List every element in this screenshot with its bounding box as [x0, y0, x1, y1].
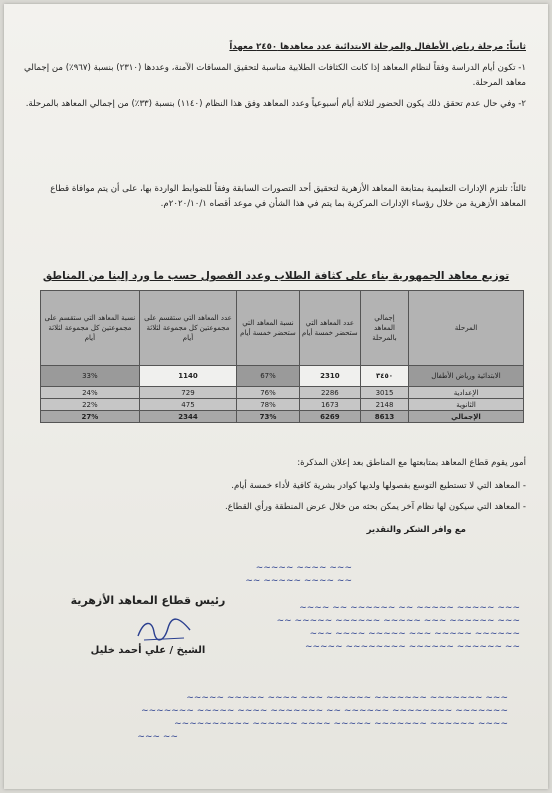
section2-paragraph-1: ١- تكون أيام الدراسة وفقاً لنظام المعاهد إذا كانت الكثافات الطلابية مناسبة لتحقيق المسافات الآمنة، وعددها (٢٣١٠) بنسبة (٩٦٧٪) من إجمالي معاهد المرحلة.	[24, 63, 526, 88]
table-row	[41, 366, 524, 387]
cell-five-days-pct: 67%	[237, 366, 300, 387]
cell-split-count: 2344	[139, 411, 236, 423]
cell-total: 2148	[360, 399, 408, 411]
section2-paragraph-2: ٢- وفي حال عدم تحقق ذلك يكون الحضور لثلاثة أيام أسبوعياً وعدد المعاهد وفق هذا النظام (١١٤٠) بنسبة (٣٣٪) من إجمالي المعاهد بالمرحلة.	[25, 99, 526, 109]
header-stage: المرحلة	[409, 291, 524, 366]
section3-paragraph: ثالثاً: تلتزم الإدارات التعليمية بمتابعة المعاهد الأزهرية لتحقيق أحد التصورات السابقة وفقاً للضوابط الواردة بها، على أن يتم موافاة قطاع المعاهد الأزهرية من خلال رؤساء الإدارات المركزية بما يتم في هذا الشأن في موعد أقصاه ٢٠٢٠/١٠/١م.	[50, 184, 526, 209]
section2-heading: ثانياً: مرحلة رياض الأطفال والمرحلة الابتدائية عدد معاهدها ٢٤٥٠ معهداً	[229, 42, 526, 52]
cell-stage: الإجمالي	[409, 411, 524, 423]
cell-five-days-count: 1673	[299, 399, 360, 411]
signature-title: رئيس قطاع المعاهد الأزهرية	[70, 594, 226, 607]
header-five-days-count: عدد المعاهد التي ستحضر خمسة أيام	[299, 291, 360, 366]
cell-five-days-count: 2286	[299, 387, 360, 399]
handwritten-header-note: ~~~ ~~~~ ~~~~~ ~~ ~~~~ ~~~~~ ~~	[245, 563, 352, 586]
handwritten-signature-icon	[134, 614, 194, 646]
document-page	[4, 4, 548, 789]
table-row	[41, 411, 524, 423]
closing-bullet-2: - المعاهد التي سيكون لها نظام آخر يمكن بحثه من خلال عرض المنطقة ورأي القطاع.	[225, 502, 526, 512]
header-split-count: عدد المعاهد التي ستقسم على مجموعتين كل مجموعة لثلاثة أيام	[139, 291, 236, 366]
section2-block	[24, 40, 526, 112]
cell-five-days-count: 2310	[299, 366, 360, 387]
cell-five-days-pct: 78%	[237, 399, 300, 411]
cell-split-count: 1140	[139, 366, 236, 387]
cell-five-days-count: 6269	[299, 411, 360, 423]
cell-five-days-pct: 73%	[237, 411, 300, 423]
cell-total: ٣٤٥٠	[360, 366, 408, 387]
cell-split-pct: 33%	[41, 366, 140, 387]
cell-total: 8613	[360, 411, 408, 423]
signature-name: الشيخ / علي أحمد خليل	[90, 645, 206, 656]
table-title: توزيع معاهد الجمهورية بناء على كثافة الطلاب وعدد الفصول حسب ما ورد إلينا من المناطق	[42, 270, 510, 282]
closing-bullet-1: - المعاهد التي لا تستطيع التوسع بفصولها ولديها كوادر بشرية كافية لأداء خمسة أيام.	[231, 481, 526, 491]
cell-total: 3015	[360, 387, 408, 399]
cell-split-pct: 24%	[41, 387, 140, 399]
cell-split-count: 729	[139, 387, 236, 399]
closing-intro: أمور يقوم قطاع المعاهد بمتابعتها مع المناطق بعد إعلان المذكرة:	[297, 458, 526, 468]
cell-stage: الابتدائية ورياض الأطفال	[409, 366, 524, 387]
cell-split-pct: 22%	[41, 399, 140, 411]
cell-stage: الإعدادية	[409, 387, 524, 399]
table-row	[41, 387, 524, 399]
cell-split-count: 475	[139, 399, 236, 411]
handwritten-instructions: ~~~ ~~~~~~~ ~~~~~~~ ~~~~~~ ~~~ ~~~~ ~~~~~ ~~~~~ ~~~~~~~ ~~~~~~~~ ~~~~~~ ~~ ~~~~~~~ ~~~~ ~~~~~ ~~~~~~~ ~~~~ ~~~~~~ ~~~~~~~ ~~~~~ ~~~~ ~~~~~~ ~~~~~~~~~~ ~~ ~~~	[137, 693, 508, 742]
handwritten-notes: ~~~ ~~~~~ ~~~~~ ~~ ~~~~~~ ~~ ~~~~ ~~~ ~~~~~~ ~~~ ~~~~~ ~~~~~~ ~~~~~ ~~ ~~~~~~ ~~~~~ ~~~ ~~~~~ ~~~~ ~~~ ~~ ~~~~~~ ~~~~~~ ~~~~~~~~ ~~~~~	[276, 603, 520, 652]
header-split-pct: نسبة المعاهد التي ستقسم على مجموعتين كل مجموعة لثلاثة أيام	[41, 291, 140, 366]
section3-block	[24, 182, 526, 212]
cell-five-days-pct: 76%	[237, 387, 300, 399]
header-five-days-pct: نسبة المعاهد التي ستحضر خمسة أيام	[237, 291, 300, 366]
header-total: إجمالي المعاهد بالمرحلة	[360, 291, 408, 366]
closing-thanks: مع وافر الشكر والتقدير	[366, 525, 466, 535]
distribution-table	[40, 290, 524, 423]
table-row	[41, 399, 524, 411]
table-header-row	[41, 291, 524, 366]
closing-block	[24, 456, 526, 538]
cell-stage: الثانوية	[409, 399, 524, 411]
cell-split-pct: 27%	[41, 411, 140, 423]
